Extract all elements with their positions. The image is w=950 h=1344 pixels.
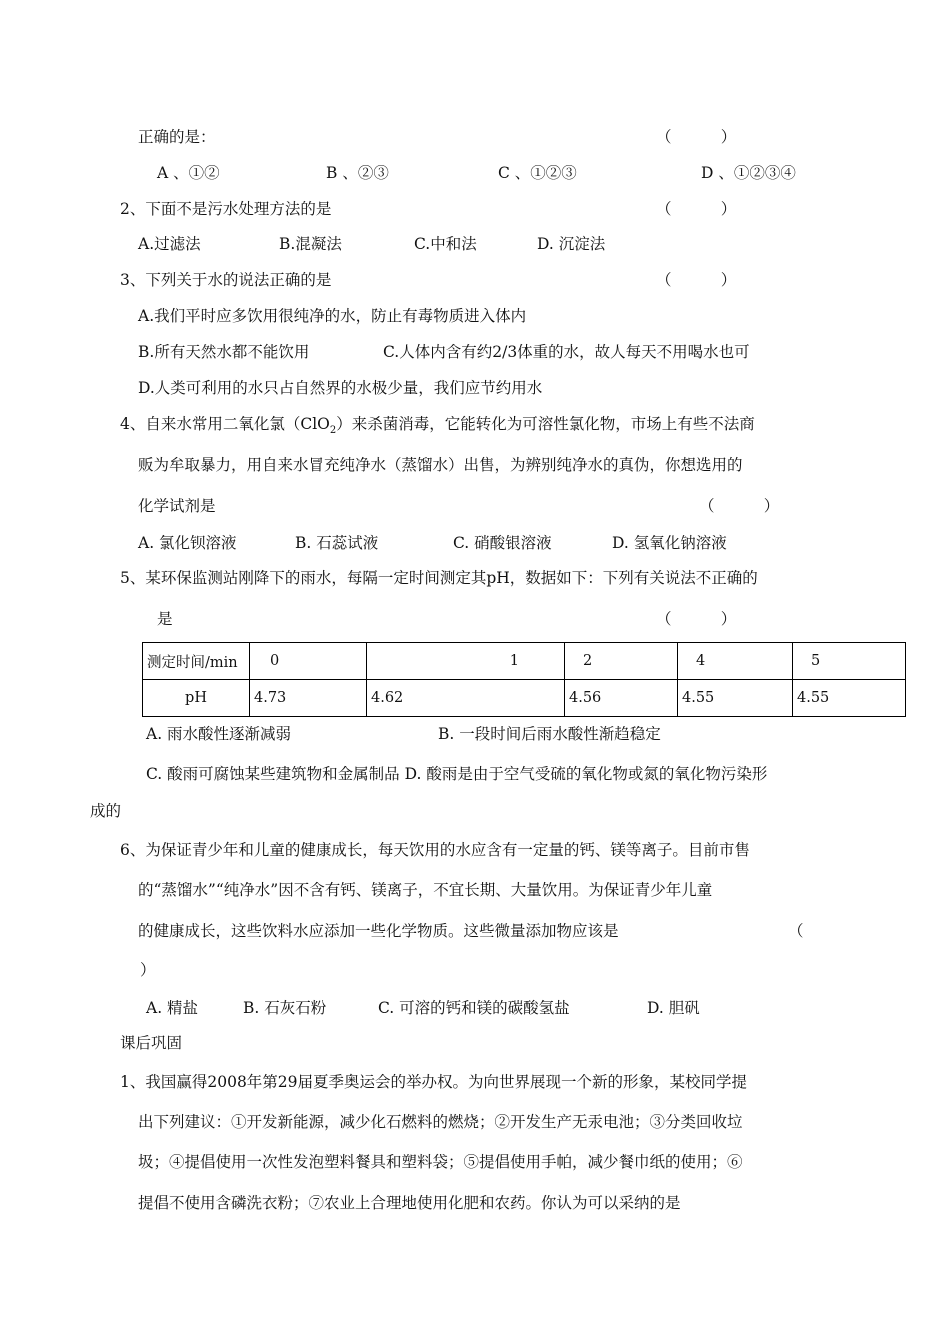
q3-option-d: D.人类可利用的水只占自然界的水极少量，我们应节约用水 — [138, 379, 543, 397]
table-cell: pH — [143, 680, 250, 717]
h1-line-2: 出下列建议：①开发新能源，减少化石燃料的燃烧；②开发生产无汞电池；③分类回收垃 — [138, 1113, 743, 1131]
q4-subscript: 2 — [329, 425, 337, 437]
q5-line-2: 是 — [157, 610, 173, 628]
q1-answer-blank: （ ） — [656, 128, 737, 146]
q3-option-b: B.所有天然水都不能饮用 — [138, 343, 310, 361]
q6-paren-close: ） — [140, 961, 156, 979]
table-cell: 0 — [250, 643, 367, 680]
q4-line-2: 贩为牟取暴力，用自来水冒充纯净水（蒸馏水）出售，为辨别纯净水的真伪，你想选用的 — [138, 456, 743, 474]
q1-option-a: A 、①② — [157, 164, 220, 182]
q6-option-d: D. 胆矾 — [647, 999, 700, 1017]
q4-line-1 — [120, 414, 755, 441]
section-title: 课后巩固 — [120, 1034, 183, 1052]
q6-line-1: 6、为保证青少年和儿童的健康成长，每天饮用的水应含有一定量的钙、镁等离子。目前市售 — [120, 841, 750, 859]
table-cell: 4.55 — [793, 680, 906, 717]
h1-line-1: 1、我国赢得2008年第29届夏季奥运会的举办权。为向世界展现一个新的形象，某校同学提 — [120, 1073, 748, 1091]
table-cell: 5 — [793, 643, 906, 680]
q4-option-c: C. 硝酸银溶液 — [453, 534, 552, 552]
h1-line-4: 提倡不使用含磷洗衣粉；⑦农业上合理地使用化肥和农药。你认为可以采纳的是 — [138, 1194, 681, 1212]
q4-line-3: 化学试剂是 — [138, 497, 216, 515]
q1-option-c: C 、①②③ — [498, 164, 577, 182]
table-cell: 1 — [367, 643, 565, 680]
ph-data-table — [142, 642, 906, 717]
q1-option-d: D 、①②③④ — [701, 164, 796, 182]
table-cell: 4.62 — [367, 680, 565, 717]
q2-answer-blank: （ ） — [656, 200, 737, 218]
q2-option-a: A.过滤法 — [138, 235, 201, 253]
table-cell: 4.56 — [565, 680, 678, 717]
q1-stem: 正确的是： — [138, 128, 216, 146]
q5-option-a: A. 雨水酸性逐渐减弱 — [146, 725, 292, 743]
table-cell: 2 — [565, 643, 678, 680]
q6-option-b: B. 石灰石粉 — [243, 999, 327, 1017]
q2-option-b: B.混凝法 — [279, 235, 342, 253]
table-cell: 4.55 — [678, 680, 793, 717]
q6-line-3: 的健康成长，这些饮料水应添加一些化学物质。这些微量添加物应该是 — [138, 922, 619, 940]
table-row — [143, 680, 906, 717]
q4-line-1-pre: 4、自来水常用二氧化氯（ClO — [120, 415, 330, 433]
q3-stem: 3、下列关于水的说法正确的是 — [120, 271, 332, 289]
q4-line-1-post: ）来杀菌消毒，它能转化为可溶性氯化物，市场上有些不法商 — [336, 415, 755, 433]
table-cell: 4.73 — [250, 680, 367, 717]
q4-option-a: A. 氯化钡溶液 — [138, 534, 237, 552]
q4-answer-blank: （ ） — [699, 497, 780, 515]
q5-option-cd: C. 酸雨可腐蚀某些建筑物和金属制品 D. 酸雨是由于空气受硫的氧化物或氮的氧化物污染形 — [146, 765, 768, 783]
q5-answer-blank: （ ） — [656, 610, 737, 628]
table-cell: 4 — [678, 643, 793, 680]
q6-option-a: A. 精盐 — [146, 999, 199, 1017]
q6-line-2: 的“蒸馏水”“纯净水”因不含有钙、镁离子，不宜长期、大量饮用。为保证青少年儿童 — [138, 881, 713, 899]
q2-option-c: C.中和法 — [414, 235, 477, 253]
q4-option-b: B. 石蕊试液 — [295, 534, 379, 552]
q3-answer-blank: （ ） — [656, 271, 737, 289]
q5-line-1: 5、某环保监测站刚降下的雨水，每隔一定时间测定其pH，数据如下：下列有关说法不正确的 — [120, 569, 758, 587]
q5-option-tail: 成的 — [90, 802, 122, 820]
q3-option-c: C.人体内含有约2/3体重的水，故人每天不用喝水也可 — [383, 343, 750, 361]
q5-option-b: B. 一段时间后雨水酸性渐趋稳定 — [438, 725, 661, 743]
q2-stem: 2、下面不是污水处理方法的是 — [120, 200, 332, 218]
q1-option-b: B 、②③ — [326, 164, 389, 182]
q6-paren-open: （ — [788, 922, 804, 940]
table-row — [143, 643, 906, 680]
q3-option-a: A.我们平时应多饮用很纯净的水，防止有毒物质进入体内 — [138, 307, 527, 325]
table-cell: 测定时间/min — [143, 643, 250, 680]
q2-option-d: D. 沉淀法 — [537, 235, 606, 253]
q6-option-c: C. 可溶的钙和镁的碳酸氢盐 — [378, 999, 570, 1017]
q4-option-d: D. 氢氧化钠溶液 — [612, 534, 727, 552]
h1-line-3: 圾；④提倡使用一次性发泡塑料餐具和塑料袋；⑤提倡使用手帕，减少餐巾纸的使用；⑥ — [138, 1153, 743, 1171]
